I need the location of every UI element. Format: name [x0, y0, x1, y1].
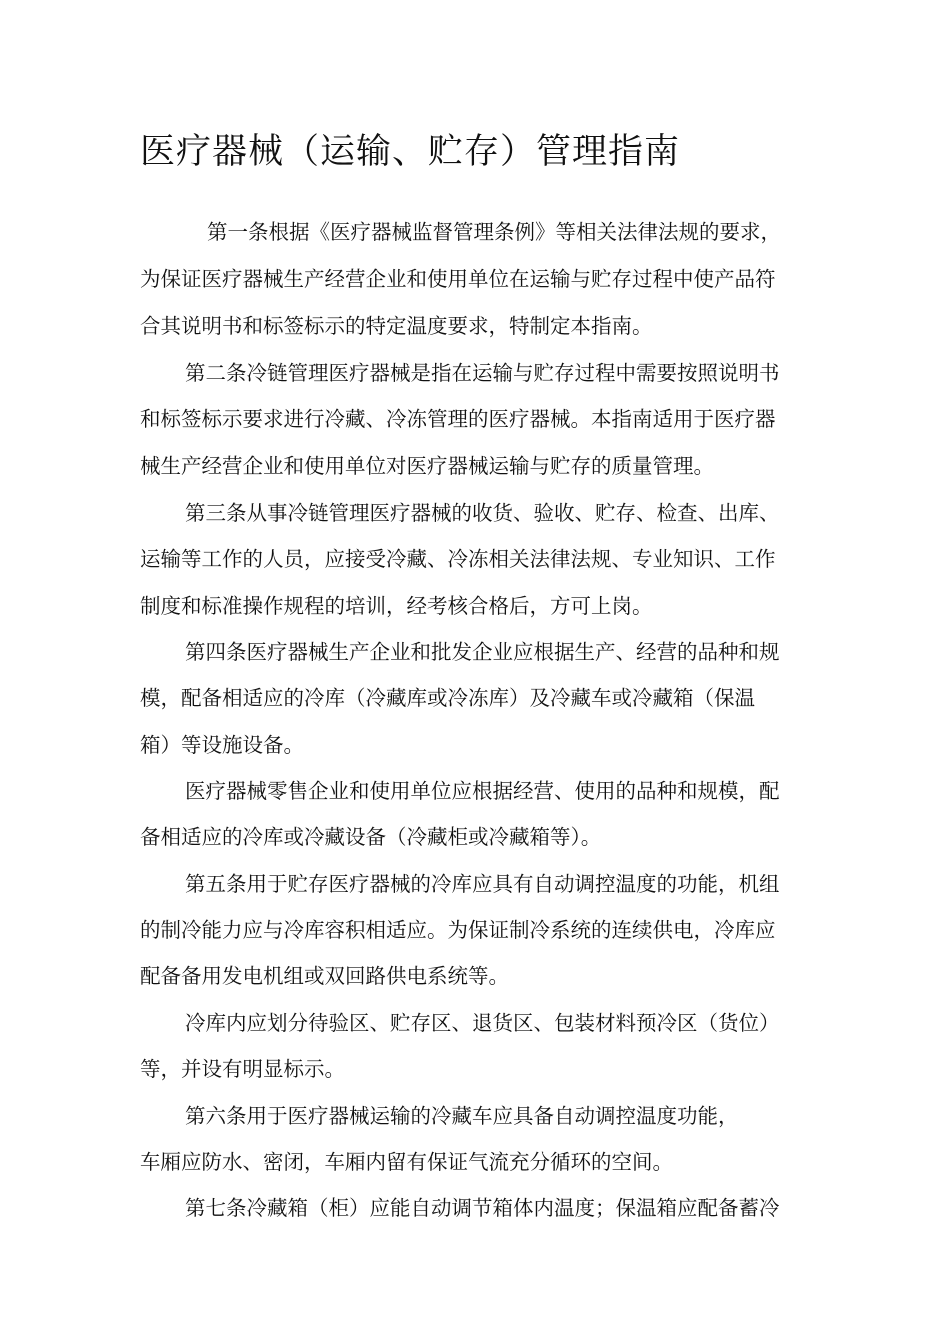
document-title: 医疗器械（运输、贮存）管理指南 — [140, 132, 681, 172]
text-line: 第五条用于贮存医疗器械的冷库应具有自动调控温度的功能，机组 — [185, 872, 780, 896]
text-line: 第三条从事冷链管理医疗器械的收货、验收、贮存、检查、出库、 — [185, 501, 780, 525]
text-line: 冷库内应划分待验区、贮存区、退货区、包装材料预冷区（货位） — [185, 1011, 780, 1035]
text-line: 第七条冷藏箱（柜）应能自动调节箱体内温度；保温箱应配备蓄冷 — [185, 1196, 780, 1220]
text-line: 第四条医疗器械生产企业和批发企业应根据生产、经营的品种和规 — [185, 640, 780, 664]
text-line: 和标签标示要求进行冷藏、冷冻管理的医疗器械。本指南适用于医疗器 — [140, 407, 776, 431]
text-line: 配备备用发电机组或双回路供电系统等。 — [140, 964, 509, 988]
text-line: 箱）等设施设备。 — [140, 733, 304, 757]
text-line: 械生产经营企业和使用单位对医疗器械运输与贮存的质量管理。 — [140, 454, 714, 478]
text-line: 制度和标准操作规程的培训，经考核合格后，方可上岗。 — [140, 594, 653, 618]
text-line: 合其说明书和标签标示的特定温度要求，特制定本指南。 — [140, 314, 653, 338]
text-line: 备相适应的冷库或冷藏设备（冷藏柜或冷藏箱等）。 — [140, 825, 602, 849]
text-line: 等，并设有明显标示。 — [140, 1057, 345, 1081]
text-line: 车厢应防水、密闭，车厢内留有保证气流充分循环的空间。 — [140, 1150, 673, 1174]
text-line: 第六条用于医疗器械运输的冷藏车应具备自动调控温度功能， — [185, 1104, 739, 1128]
text-line: 为保证医疗器械生产经营企业和使用单位在运输与贮存过程中使产品符 — [140, 267, 776, 291]
text-line: 模，配备相适应的冷库（冷藏库或冷冻库）及冷藏车或冷藏箱（保温 — [140, 686, 755, 710]
text-line: 的制冷能力应与冷库容积相适应。为保证制冷系统的连续供电，冷库应 — [140, 918, 776, 942]
text-line: 运输等工作的人员，应接受冷藏、冷冻相关法律法规、专业知识、工作 — [140, 547, 776, 571]
text-line: 第一条根据《医疗器械监督管理条例》等相关法律法规的要求， — [207, 220, 781, 244]
text-line: 医疗器械零售企业和使用单位应根据经营、使用的品种和规模，配 — [185, 779, 780, 803]
text-line: 第二条冷链管理医疗器械是指在运输与贮存过程中需要按照说明书 — [185, 361, 780, 385]
